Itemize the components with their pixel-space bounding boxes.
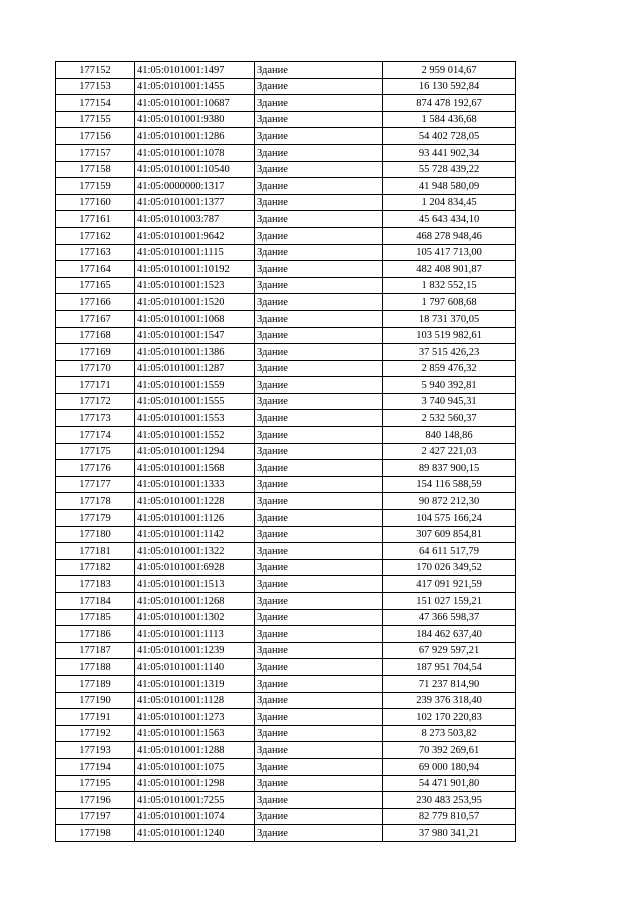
cadastral-number-cell: 41:05:0101001:1273 <box>135 709 255 726</box>
table-row <box>56 427 516 444</box>
object-type-cell: Здание <box>255 642 383 659</box>
object-type-cell: Здание <box>255 526 383 543</box>
object-type-cell: Здание <box>255 725 383 742</box>
cadastral-value-cell: 187 951 704,54 <box>383 659 516 676</box>
cadastral-value-cell: 47 366 598,37 <box>383 609 516 626</box>
row-number-cell: 177186 <box>56 626 135 643</box>
table-row <box>56 443 516 460</box>
cadastral-value-cell: 5 940 392,81 <box>383 377 516 394</box>
object-type-cell: Здание <box>255 510 383 527</box>
row-number-cell: 177180 <box>56 526 135 543</box>
table-row <box>56 576 516 593</box>
table-row <box>56 626 516 643</box>
cadastral-number-cell: 41:05:0101001:1075 <box>135 758 255 775</box>
cadastral-value-cell: 16 130 592,84 <box>383 78 516 95</box>
table-row <box>56 758 516 775</box>
cadastral-number-cell: 41:05:0101001:1298 <box>135 775 255 792</box>
row-number-cell: 177181 <box>56 543 135 560</box>
table-row <box>56 78 516 95</box>
row-number-cell: 177193 <box>56 742 135 759</box>
row-number-cell: 177171 <box>56 377 135 394</box>
cadastral-number-cell: 41:05:0101001:1074 <box>135 808 255 825</box>
cadastral-number-cell: 41:05:0101001:1333 <box>135 476 255 493</box>
row-number-cell: 177191 <box>56 709 135 726</box>
object-type-cell: Здание <box>255 95 383 112</box>
row-number-cell: 177182 <box>56 559 135 576</box>
cadastral-value-cell: 1 832 552,15 <box>383 277 516 294</box>
row-number-cell: 177168 <box>56 327 135 344</box>
cadastral-value-cell: 37 515 426,23 <box>383 344 516 361</box>
table-row <box>56 410 516 427</box>
object-type-cell: Здание <box>255 692 383 709</box>
row-number-cell: 177166 <box>56 294 135 311</box>
row-number-cell: 177177 <box>56 476 135 493</box>
table-row <box>56 742 516 759</box>
cadastral-value-cell: 840 148,86 <box>383 427 516 444</box>
cadastral-number-cell: 41:05:0101001:10540 <box>135 161 255 178</box>
cadastral-value-cell: 104 575 166,24 <box>383 510 516 527</box>
row-number-cell: 177164 <box>56 261 135 278</box>
object-type-cell: Здание <box>255 543 383 560</box>
cadastral-number-cell: 41:05:0101001:1497 <box>135 62 255 79</box>
cadastral-number-cell: 41:05:0101001:1377 <box>135 194 255 211</box>
row-number-cell: 177192 <box>56 725 135 742</box>
object-type-cell: Здание <box>255 758 383 775</box>
object-type-cell: Здание <box>255 675 383 692</box>
cadastral-value-cell: 2 959 014,67 <box>383 62 516 79</box>
cadastral-value-cell: 2 532 560,37 <box>383 410 516 427</box>
row-number-cell: 177156 <box>56 128 135 145</box>
object-type-cell: Здание <box>255 277 383 294</box>
row-number-cell: 177179 <box>56 510 135 527</box>
table-row <box>56 692 516 709</box>
cadastral-number-cell: 41:05:0101001:1547 <box>135 327 255 344</box>
cadastral-value-cell: 154 116 588,59 <box>383 476 516 493</box>
table-body <box>56 62 516 842</box>
cadastral-number-cell: 41:05:0101001:1559 <box>135 377 255 394</box>
cadastral-number-cell: 41:05:0101001:1553 <box>135 410 255 427</box>
object-type-cell: Здание <box>255 410 383 427</box>
cadastral-number-cell: 41:05:0101001:1115 <box>135 244 255 261</box>
row-number-cell: 177175 <box>56 443 135 460</box>
cadastral-value-cell: 1 584 436,68 <box>383 111 516 128</box>
cadastral-value-cell: 239 376 318,40 <box>383 692 516 709</box>
cadastral-value-cell: 71 237 814,90 <box>383 675 516 692</box>
cadastral-number-cell: 41:05:0101001:1555 <box>135 393 255 410</box>
cadastral-number-cell: 41:05:0101001:1322 <box>135 543 255 560</box>
cadastral-value-cell: 82 779 810,57 <box>383 808 516 825</box>
row-number-cell: 177189 <box>56 675 135 692</box>
row-number-cell: 177197 <box>56 808 135 825</box>
cadastral-number-cell: 41:05:0101001:1286 <box>135 128 255 145</box>
cadastral-value-table <box>55 61 516 842</box>
row-number-cell: 177173 <box>56 410 135 427</box>
table-row <box>56 377 516 394</box>
table-row <box>56 725 516 742</box>
cadastral-value-cell: 170 026 349,52 <box>383 559 516 576</box>
object-type-cell: Здание <box>255 659 383 676</box>
cadastral-value-cell: 105 417 713,00 <box>383 244 516 261</box>
row-number-cell: 177183 <box>56 576 135 593</box>
table-row <box>56 642 516 659</box>
object-type-cell: Здание <box>255 344 383 361</box>
table-row <box>56 310 516 327</box>
row-number-cell: 177153 <box>56 78 135 95</box>
row-number-cell: 177163 <box>56 244 135 261</box>
cadastral-number-cell: 41:05:0101001:1520 <box>135 294 255 311</box>
table-row <box>56 808 516 825</box>
cadastral-value-cell: 93 441 902,34 <box>383 144 516 161</box>
cadastral-number-cell: 41:05:0101001:1294 <box>135 443 255 460</box>
object-type-cell: Здание <box>255 626 383 643</box>
cadastral-value-cell: 64 611 517,79 <box>383 543 516 560</box>
cadastral-number-cell: 41:05:0101003:787 <box>135 211 255 228</box>
cadastral-value-cell: 468 278 948,46 <box>383 227 516 244</box>
row-number-cell: 177176 <box>56 460 135 477</box>
table-row <box>56 476 516 493</box>
object-type-cell: Здание <box>255 78 383 95</box>
row-number-cell: 177190 <box>56 692 135 709</box>
row-number-cell: 177158 <box>56 161 135 178</box>
row-number-cell: 177195 <box>56 775 135 792</box>
row-number-cell: 177194 <box>56 758 135 775</box>
object-type-cell: Здание <box>255 377 383 394</box>
table-row <box>56 227 516 244</box>
cadastral-number-cell: 41:05:0101001:1228 <box>135 493 255 510</box>
row-number-cell: 177187 <box>56 642 135 659</box>
table-row <box>56 360 516 377</box>
cadastral-number-cell: 41:05:0101001:1513 <box>135 576 255 593</box>
table-row <box>56 161 516 178</box>
cadastral-value-cell: 89 837 900,15 <box>383 460 516 477</box>
cadastral-number-cell: 41:05:0101001:1288 <box>135 742 255 759</box>
object-type-cell: Здание <box>255 161 383 178</box>
table-row <box>56 543 516 560</box>
row-number-cell: 177157 <box>56 144 135 161</box>
cadastral-number-cell: 41:05:0101001:1455 <box>135 78 255 95</box>
cadastral-value-cell: 184 462 637,40 <box>383 626 516 643</box>
table-row <box>56 510 516 527</box>
object-type-cell: Здание <box>255 427 383 444</box>
object-type-cell: Здание <box>255 443 383 460</box>
row-number-cell: 177167 <box>56 310 135 327</box>
cadastral-value-cell: 230 483 253,95 <box>383 792 516 809</box>
cadastral-value-cell: 55 728 439,22 <box>383 161 516 178</box>
object-type-cell: Здание <box>255 792 383 809</box>
cadastral-value-cell: 54 471 901,80 <box>383 775 516 792</box>
object-type-cell: Здание <box>255 261 383 278</box>
table-row <box>56 277 516 294</box>
cadastral-value-cell: 2 427 221,03 <box>383 443 516 460</box>
row-number-cell: 177184 <box>56 593 135 610</box>
cadastral-number-cell: 41:05:0101001:1386 <box>135 344 255 361</box>
row-number-cell: 177160 <box>56 194 135 211</box>
table-row <box>56 609 516 626</box>
row-number-cell: 177174 <box>56 427 135 444</box>
cadastral-value-cell: 41 948 580,09 <box>383 178 516 195</box>
cadastral-number-cell: 41:05:0101001:1240 <box>135 825 255 842</box>
table-row <box>56 128 516 145</box>
table-row <box>56 559 516 576</box>
object-type-cell: Здание <box>255 460 383 477</box>
cadastral-number-cell: 41:05:0101001:1319 <box>135 675 255 692</box>
cadastral-value-cell: 45 643 434,10 <box>383 211 516 228</box>
object-type-cell: Здание <box>255 327 383 344</box>
table-row <box>56 344 516 361</box>
cadastral-number-cell: 41:05:0101001:1287 <box>135 360 255 377</box>
cadastral-number-cell: 41:05:0101001:1568 <box>135 460 255 477</box>
cadastral-number-cell: 41:05:0101001:9380 <box>135 111 255 128</box>
cadastral-value-cell: 874 478 192,67 <box>383 95 516 112</box>
table-row <box>56 593 516 610</box>
cadastral-number-cell: 41:05:0101001:1523 <box>135 277 255 294</box>
row-number-cell: 177178 <box>56 493 135 510</box>
row-number-cell: 177162 <box>56 227 135 244</box>
object-type-cell: Здание <box>255 742 383 759</box>
row-number-cell: 177188 <box>56 659 135 676</box>
table-row <box>56 792 516 809</box>
cadastral-number-cell: 41:05:0101001:1113 <box>135 626 255 643</box>
table-row <box>56 775 516 792</box>
cadastral-value-cell: 37 980 341,21 <box>383 825 516 842</box>
table-row <box>56 294 516 311</box>
cadastral-value-cell: 8 273 503,82 <box>383 725 516 742</box>
object-type-cell: Здание <box>255 310 383 327</box>
cadastral-value-cell: 307 609 854,81 <box>383 526 516 543</box>
table-row <box>56 95 516 112</box>
object-type-cell: Здание <box>255 576 383 593</box>
cadastral-value-cell: 54 402 728,05 <box>383 128 516 145</box>
row-number-cell: 177154 <box>56 95 135 112</box>
cadastral-value-cell: 102 170 220,83 <box>383 709 516 726</box>
cadastral-number-cell: 41:05:0101001:1239 <box>135 642 255 659</box>
row-number-cell: 177155 <box>56 111 135 128</box>
cadastral-value-cell: 3 740 945,31 <box>383 393 516 410</box>
object-type-cell: Здание <box>255 593 383 610</box>
row-number-cell: 177198 <box>56 825 135 842</box>
object-type-cell: Здание <box>255 559 383 576</box>
table-row <box>56 825 516 842</box>
table-row <box>56 526 516 543</box>
table-row <box>56 244 516 261</box>
table-row <box>56 460 516 477</box>
object-type-cell: Здание <box>255 178 383 195</box>
row-number-cell: 177196 <box>56 792 135 809</box>
cadastral-number-cell: 41:05:0101001:7255 <box>135 792 255 809</box>
table-row <box>56 194 516 211</box>
object-type-cell: Здание <box>255 244 383 261</box>
object-type-cell: Здание <box>255 227 383 244</box>
table-row <box>56 675 516 692</box>
cadastral-number-cell: 41:05:0101001:1302 <box>135 609 255 626</box>
object-type-cell: Здание <box>255 493 383 510</box>
object-type-cell: Здание <box>255 476 383 493</box>
cadastral-value-cell: 482 408 901,87 <box>383 261 516 278</box>
cadastral-number-cell: 41:05:0101001:1563 <box>135 725 255 742</box>
object-type-cell: Здание <box>255 294 383 311</box>
object-type-cell: Здание <box>255 194 383 211</box>
cadastral-number-cell: 41:05:0101001:1140 <box>135 659 255 676</box>
cadastral-number-cell: 41:05:0101001:1268 <box>135 593 255 610</box>
row-number-cell: 177185 <box>56 609 135 626</box>
row-number-cell: 177172 <box>56 393 135 410</box>
cadastral-value-cell: 67 929 597,21 <box>383 642 516 659</box>
row-number-cell: 177152 <box>56 62 135 79</box>
cadastral-number-cell: 41:05:0101001:10687 <box>135 95 255 112</box>
row-number-cell: 177169 <box>56 344 135 361</box>
cadastral-number-cell: 41:05:0101001:1068 <box>135 310 255 327</box>
row-number-cell: 177159 <box>56 178 135 195</box>
table-row <box>56 211 516 228</box>
cadastral-number-cell: 41:05:0101001:1078 <box>135 144 255 161</box>
cadastral-number-cell: 41:05:0101001:9642 <box>135 227 255 244</box>
cadastral-value-cell: 70 392 269,61 <box>383 742 516 759</box>
cadastral-value-cell: 1 797 608,68 <box>383 294 516 311</box>
cadastral-value-cell: 2 859 476,32 <box>383 360 516 377</box>
cadastral-number-cell: 41:05:0101001:1128 <box>135 692 255 709</box>
cadastral-number-cell: 41:05:0000000:1317 <box>135 178 255 195</box>
table-row <box>56 111 516 128</box>
row-number-cell: 177161 <box>56 211 135 228</box>
object-type-cell: Здание <box>255 709 383 726</box>
cadastral-value-cell: 1 204 834,45 <box>383 194 516 211</box>
cadastral-value-cell: 90 872 212,30 <box>383 493 516 510</box>
object-type-cell: Здание <box>255 825 383 842</box>
object-type-cell: Здание <box>255 775 383 792</box>
cadastral-number-cell: 41:05:0101001:1142 <box>135 526 255 543</box>
table-row <box>56 178 516 195</box>
table-row <box>56 493 516 510</box>
table-row <box>56 327 516 344</box>
table-row <box>56 659 516 676</box>
cadastral-value-cell: 103 519 982,61 <box>383 327 516 344</box>
object-type-cell: Здание <box>255 111 383 128</box>
cadastral-value-cell: 417 091 921,59 <box>383 576 516 593</box>
row-number-cell: 177170 <box>56 360 135 377</box>
object-type-cell: Здание <box>255 62 383 79</box>
cadastral-number-cell: 41:05:0101001:10192 <box>135 261 255 278</box>
object-type-cell: Здание <box>255 211 383 228</box>
cadastral-value-cell: 18 731 370,05 <box>383 310 516 327</box>
table-row <box>56 709 516 726</box>
object-type-cell: Здание <box>255 808 383 825</box>
object-type-cell: Здание <box>255 393 383 410</box>
cadastral-number-cell: 41:05:0101001:6928 <box>135 559 255 576</box>
cadastral-value-cell: 69 000 180,94 <box>383 758 516 775</box>
table-row <box>56 62 516 79</box>
cadastral-number-cell: 41:05:0101001:1126 <box>135 510 255 527</box>
table-row <box>56 393 516 410</box>
cadastral-value-cell: 151 027 159,21 <box>383 593 516 610</box>
object-type-cell: Здание <box>255 609 383 626</box>
cadastral-number-cell: 41:05:0101001:1552 <box>135 427 255 444</box>
row-number-cell: 177165 <box>56 277 135 294</box>
table-row <box>56 144 516 161</box>
object-type-cell: Здание <box>255 128 383 145</box>
table-row <box>56 261 516 278</box>
object-type-cell: Здание <box>255 144 383 161</box>
object-type-cell: Здание <box>255 360 383 377</box>
